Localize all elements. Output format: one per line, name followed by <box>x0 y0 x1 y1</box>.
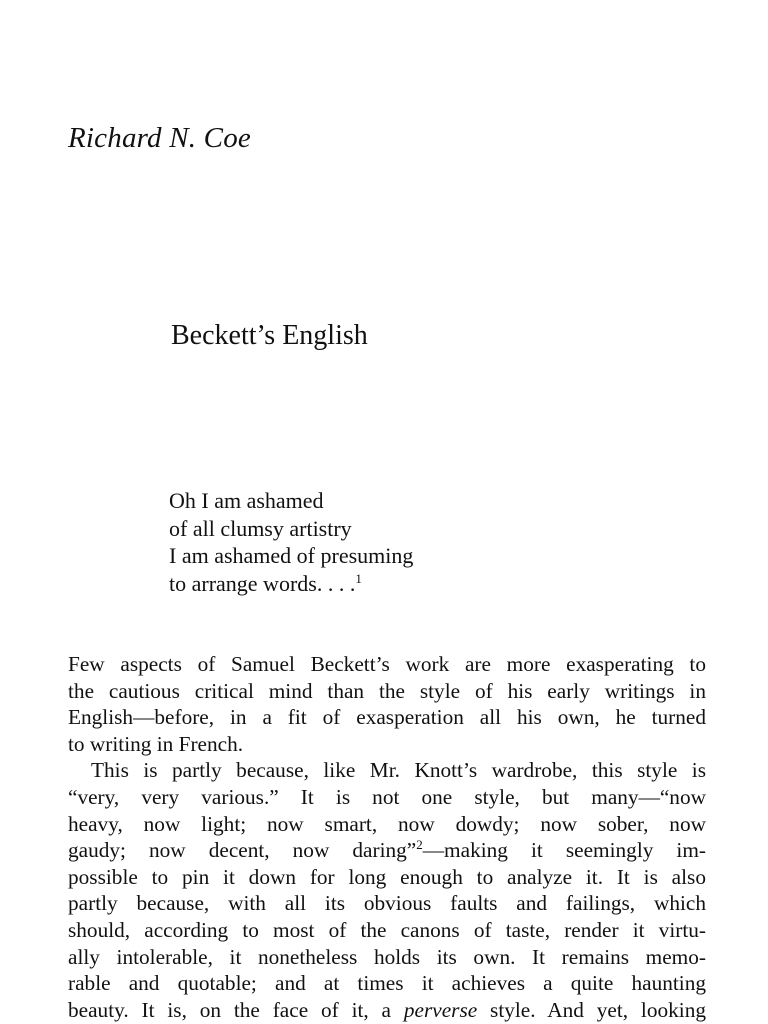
text-line <box>68 837 706 864</box>
epigraph-line: I am ashamed of presuming <box>169 543 414 568</box>
text-line: ally intolerable, it nonetheless holds its own. It remains memo- <box>68 944 706 969</box>
epigraph-line: Oh I am ashamed <box>169 488 324 513</box>
text-segment: beauty. It is, on the face of it, a <box>68 997 392 1022</box>
text-line <box>68 997 706 1024</box>
text-line: possible to pin it down for long enough to analyze it. It is also <box>68 864 706 889</box>
text-segment: —making it seemingly im- <box>422 838 706 863</box>
text-line: should, according to most of the canons of taste, render it virtu- <box>68 917 706 942</box>
footnote-marker: 1 <box>355 570 362 586</box>
text-line: heavy, now light; now smart, now dowdy; now sober, now <box>68 811 706 836</box>
footnote-marker: 2 <box>416 837 423 853</box>
text-line: the cautious critical mind than the style of his early writings in <box>68 678 706 703</box>
body-text <box>68 651 706 1023</box>
text-segment: style. And yet, looking <box>490 997 706 1022</box>
text-line: partly because, with all its obvious faults and failings, which <box>68 891 706 916</box>
epigraph-line: of all clumsy artistry <box>169 515 352 541</box>
text-line: to writing in French. <box>68 731 244 756</box>
text-line: English—before, in a fit of exasperation all his own, he turned <box>68 705 706 730</box>
epigraph-line-text: to arrange words. . . . <box>169 570 356 596</box>
text-line: Few aspects of Samuel Beckett’s work are more exasperating to <box>68 652 706 676</box>
emphasis: perverse <box>403 997 478 1022</box>
text-line: rable and quotable; and at times it achieves a quite haunting <box>68 971 706 996</box>
text-segment: gaudy; now decent, now daring” <box>68 838 417 863</box>
text-line: “very, very various.” It is not one style, but many—“now <box>68 784 706 809</box>
author-name: Richard N. Coe <box>68 122 251 154</box>
epigraph-line <box>169 570 413 598</box>
epigraph <box>169 487 413 597</box>
text-line: This is partly because, like Mr. Knott’s wardrobe, this style is <box>91 758 706 783</box>
chapter-title: Beckett’s English <box>171 320 368 351</box>
